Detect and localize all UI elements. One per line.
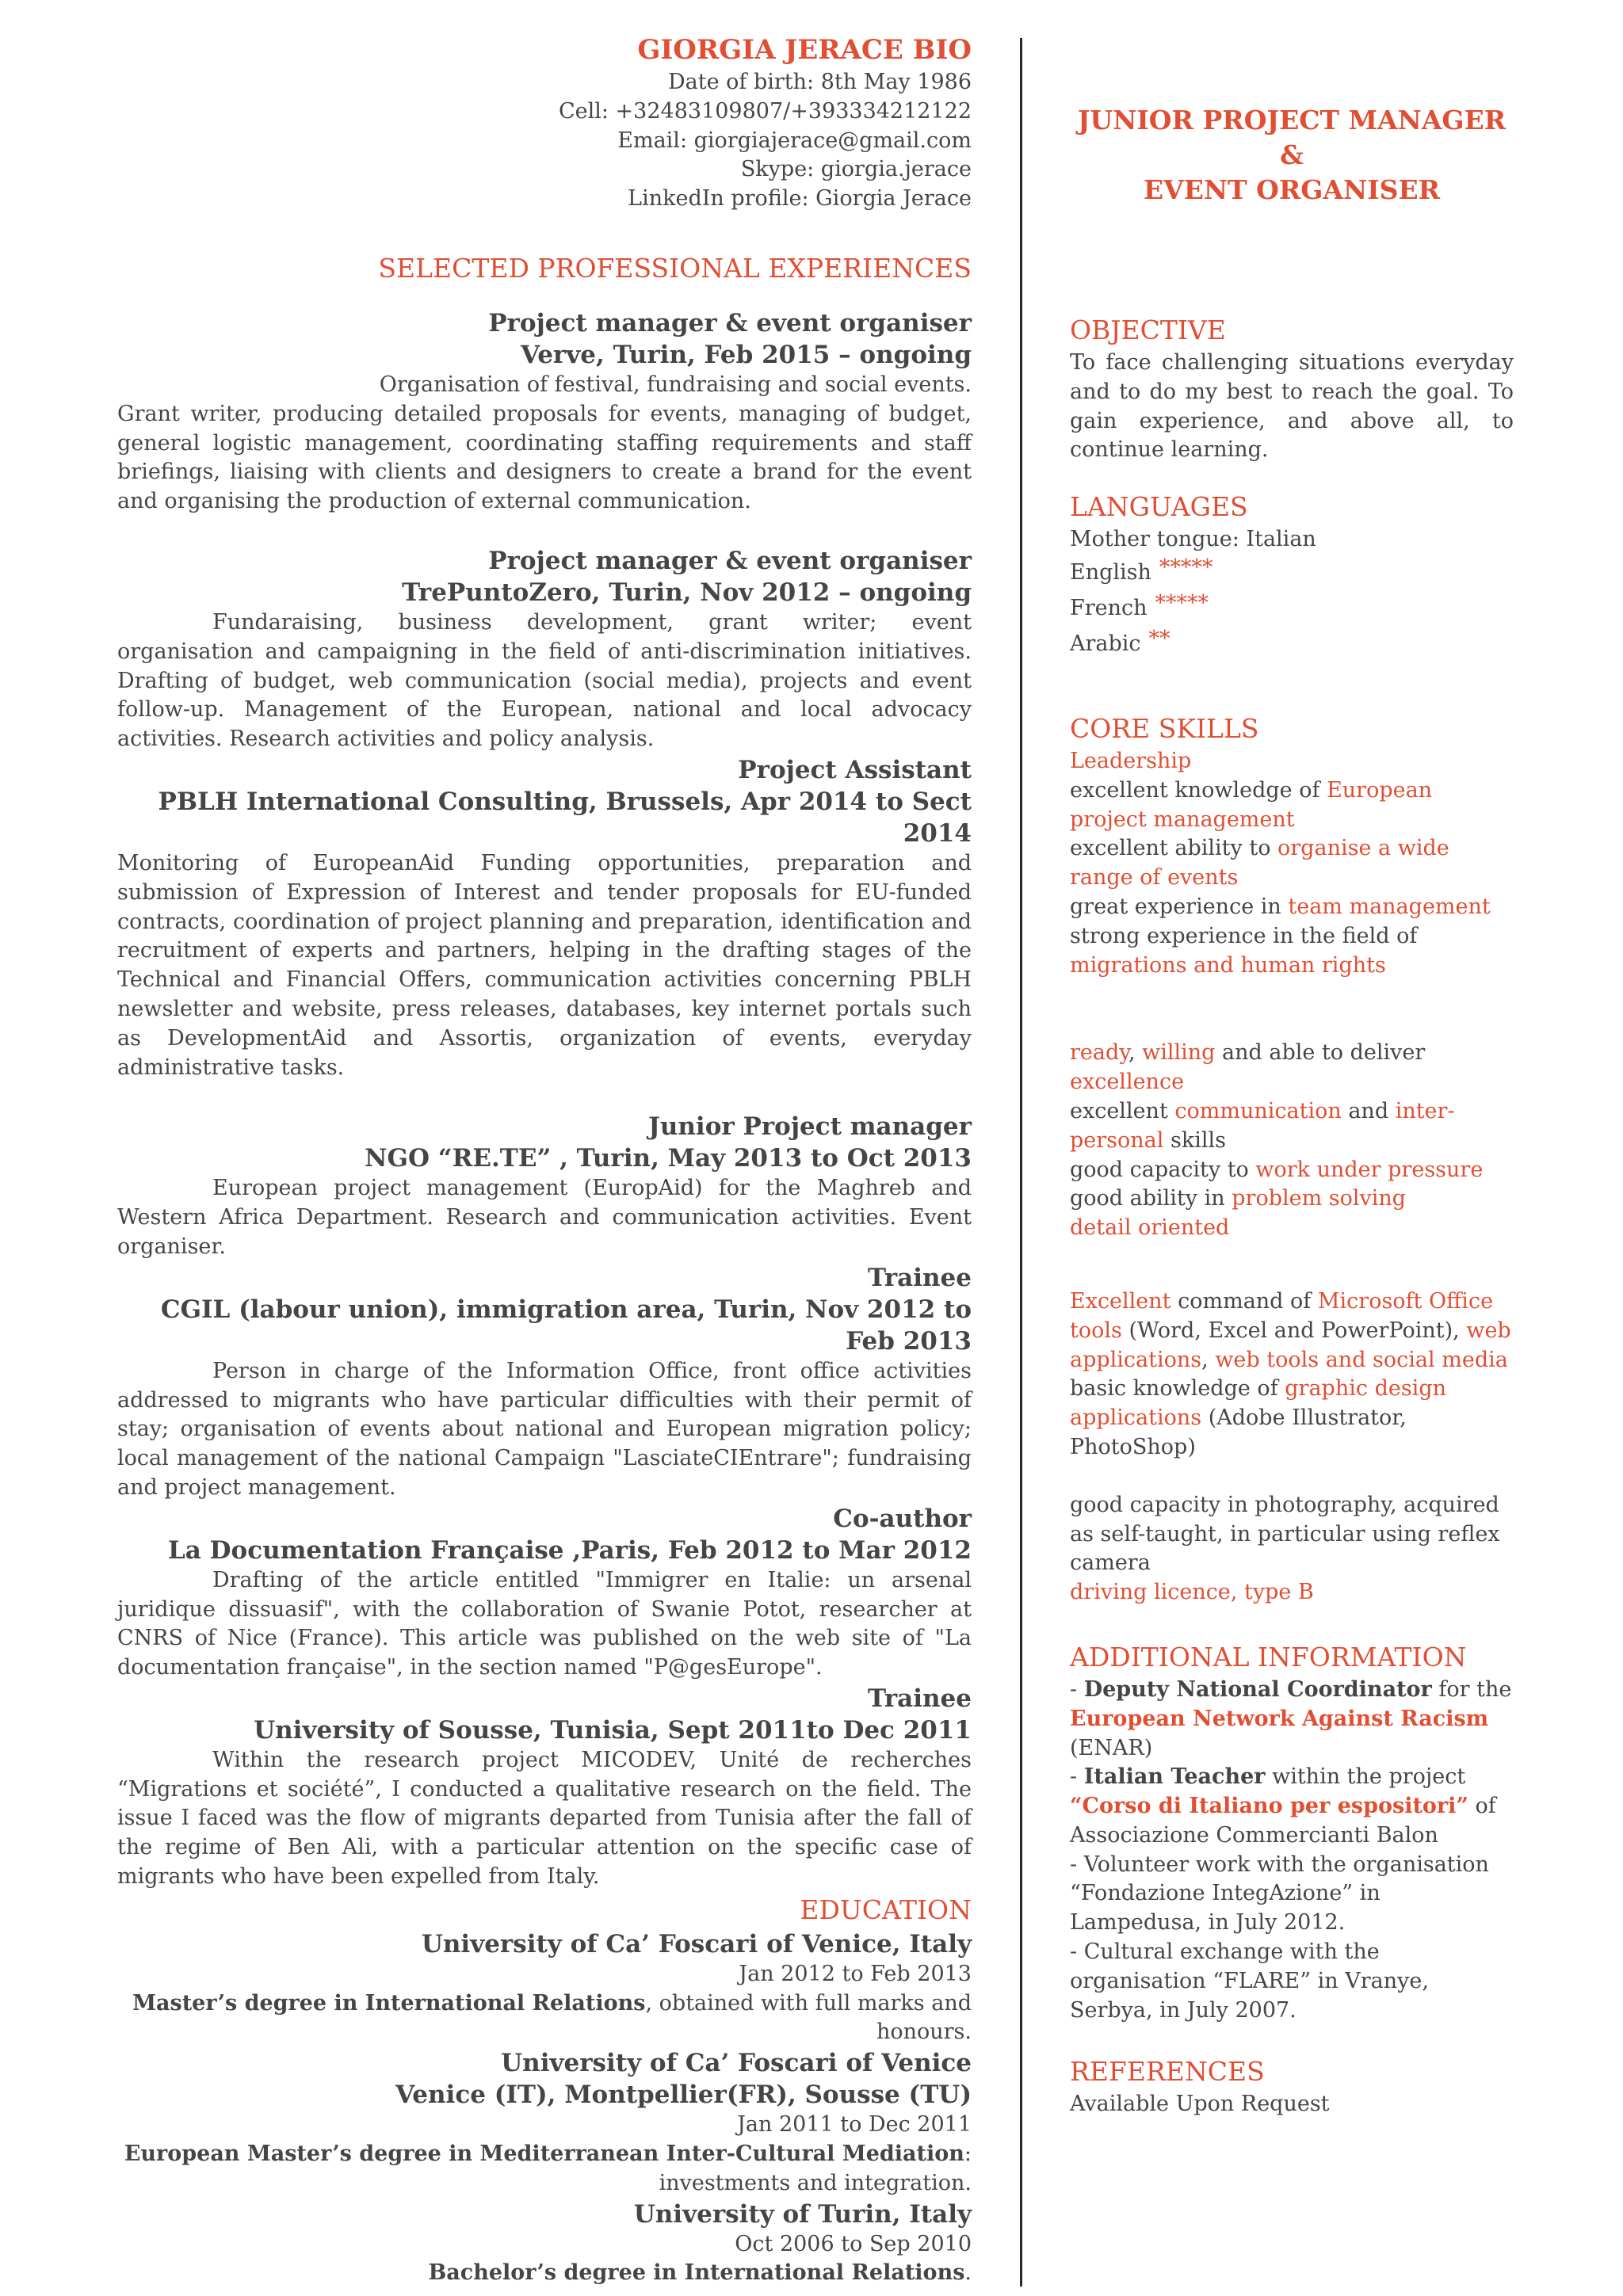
skill-line xyxy=(1070,1039,1514,1097)
title-line-2: & xyxy=(1280,139,1304,170)
degree-name: Master’s degree in International Relations xyxy=(132,1990,646,2016)
job-desc: Within the research project MICODEV, Unité de recherches “Migrations et société”, I conducted a qualitative research on the field. The issue I faced was the flow of migrants departed from Tunisia after the fall of the regime of Ben Ali, with a particular attention on the specific case of migrants who have been expelled from Italy. xyxy=(117,1747,972,1890)
contact-birth: Date of birth: 8th May 1986 xyxy=(667,70,972,94)
skill-highlight: organise a wide range of events xyxy=(1070,836,1449,891)
additional-list xyxy=(1070,1676,1514,2026)
job-org: TrePuntoZero, Turin, Nov 2012 – ongoing xyxy=(402,578,972,607)
additional-text: for the xyxy=(1431,1676,1512,1702)
language-arabic xyxy=(1070,626,1514,662)
skill-line xyxy=(1070,1184,1514,1214)
skill-highlight: inter-personal xyxy=(1070,1098,1455,1153)
additional-text: - xyxy=(1070,1764,1084,1790)
job-desc: Grant writer, producing detailed proposals for events, managing of budget, general logistic management, coordinating staffing requirements and staff briefings, liaising with clients and designers to create a brand for the event and organising the production of external communication. xyxy=(117,401,972,514)
education-1 xyxy=(117,1928,972,2047)
job-1 xyxy=(117,307,972,517)
edu-degree-line xyxy=(117,1989,972,2048)
skill-text: basic knowledge of xyxy=(1070,1376,1285,1402)
rating-stars: ** xyxy=(1148,626,1170,651)
additional-heading: ADDITIONAL INFORMATION xyxy=(1070,1641,1467,1672)
school-name: University of Ca’ Foscari of Venice xyxy=(501,2049,972,2078)
degree-detail: , obtained with full marks and honours. xyxy=(645,1990,972,2045)
language-name: Arabic xyxy=(1070,631,1141,656)
education-2 xyxy=(117,2047,972,2198)
skill-highlight: willing xyxy=(1142,1040,1216,1066)
job-5 xyxy=(117,1262,972,1503)
skill-text: , xyxy=(1128,1040,1143,1066)
skill-line xyxy=(1070,1097,1514,1156)
contact-skype: Skype: giorgia.jerace xyxy=(740,157,972,182)
job-desc: European project management (EuropAid) for the Maghreb and Western Africa Department. Research and communication activities. Event organiser. xyxy=(117,1176,972,1259)
education-3 xyxy=(117,2199,972,2289)
skill-detail-oriented: detail oriented xyxy=(1070,1215,1230,1241)
additional-text: - xyxy=(1070,1676,1084,1702)
additional-org: “Corso di Italiano per espositori” xyxy=(1070,1794,1468,1819)
school-locations: Venice (IT), Montpellier(FR), Sousse (TU) xyxy=(395,2081,972,2110)
skill-highlight: migrations and human rights xyxy=(1070,952,1386,978)
rating-stars: ***** xyxy=(1159,555,1213,580)
skill-text: good capacity to xyxy=(1070,1157,1256,1182)
skill-text: command of xyxy=(1170,1288,1318,1314)
skill-text: (Word, Excel and PowerPoint), xyxy=(1121,1318,1467,1343)
skill-text: (Adobe Illustrator, PhotoShop) xyxy=(1070,1405,1407,1459)
skill-highlight: problem solving xyxy=(1232,1186,1407,1211)
school-name: University of Turin, Italy xyxy=(633,2199,972,2229)
contact-email: Email: giorgiajerace@gmail.com xyxy=(617,128,972,153)
degree-detail: . xyxy=(964,2260,972,2286)
skill-highlight: Microsoft Office tools xyxy=(1070,1288,1494,1343)
skills-group-3 xyxy=(1070,1287,1514,1463)
mother-tongue: Mother tongue: Italian xyxy=(1070,527,1316,552)
additional-item: - Cultural exchange with the organisation “FLARE” in Vranye, Serbya, in July 2007. xyxy=(1070,1939,1429,2023)
skill-photography: good capacity in photography, acquired as self-taught, in particular using reflex camera xyxy=(1070,1492,1500,1576)
additional-text: within the project xyxy=(1265,1764,1466,1790)
job-role: Co-author xyxy=(833,1504,972,1533)
job-role: Trainee xyxy=(868,1684,972,1713)
edu-dates: Jan 2011 to Dec 2011 xyxy=(737,2112,972,2138)
degree-detail: : investments and integration. xyxy=(659,2142,972,2195)
additional-role: Deputy National Coordinator xyxy=(1083,1676,1432,1702)
skill-line xyxy=(1070,1156,1514,1185)
job-desc: Fundaraising, business development, grant writer; event organisation and campaigning in the field of anti-discrimination initiatives. Drafting of budget, web communication (social media), projects and event follow-up. Management of the European, national and local advocacy activities. Research activities and policy analysis. xyxy=(117,609,972,752)
experience-heading: SELECTED PROFESSIONAL EXPERIENCES xyxy=(378,252,972,284)
contact-block xyxy=(117,68,972,214)
job-org: La Documentation Française ,Paris, Feb 2012 to Mar 2012 xyxy=(167,1535,972,1565)
title-block xyxy=(1070,103,1514,208)
contact-cell: Cell: +32483109807/+393334212122 xyxy=(558,98,972,124)
rating-stars: ***** xyxy=(1155,590,1209,616)
skill-highlight: Excellent xyxy=(1070,1288,1171,1314)
additional-item: - Volunteer work with the organisation “Fondazione IntegAzione” in Lampedusa, in July 2012. xyxy=(1070,1852,1489,1936)
job-desc-lead: Organisation of festival, fundraising and social events. xyxy=(379,372,972,397)
languages-heading: LANGUAGES xyxy=(1070,491,1248,523)
job-6 xyxy=(117,1503,972,1683)
skill-highlight: European project management xyxy=(1070,777,1433,832)
additional-org: European Network Against Racism xyxy=(1070,1706,1489,1731)
skill-highlight: communication xyxy=(1174,1098,1342,1123)
skill-text: and able to deliver xyxy=(1215,1040,1426,1066)
skill-line xyxy=(1070,922,1514,981)
skill-highlight: web tools and social media xyxy=(1215,1347,1508,1372)
language-french xyxy=(1070,590,1514,626)
skill-text: and xyxy=(1341,1098,1396,1123)
references-heading: REFERENCES xyxy=(1070,2056,1265,2088)
education-heading: EDUCATION xyxy=(800,1894,972,1925)
skill-line xyxy=(1070,776,1514,835)
job-3 xyxy=(117,754,972,1082)
additional-role: Italian Teacher xyxy=(1083,1764,1266,1790)
job-org: Verve, Turin, Feb 2015 – ongoing xyxy=(520,340,972,369)
degree-name: European Master’s degree in Mediterranean Inter-Cultural Mediation xyxy=(124,2142,964,2167)
skill-line xyxy=(1070,893,1514,922)
skill-line xyxy=(1070,1287,1514,1375)
skill-text: excellent xyxy=(1070,1098,1175,1123)
edu-degree-line xyxy=(117,2259,972,2288)
job-desc: Drafting of the article entitled "Immigrer en Italie: un arsenal juridique dissuasif", with the collaboration of Swanie Potot, researcher at CNRS of Nice (France). This article was published on the web site of "La documentation française", in the section named "P@gesEurope". xyxy=(117,1567,972,1680)
additional-text: of Associazione Commercianti Balon xyxy=(1070,1794,1496,1848)
skills-group-2 xyxy=(1070,1039,1514,1243)
job-2 xyxy=(117,545,972,754)
references-text: Available Upon Request xyxy=(1070,2092,1330,2117)
applicant-name: GIORGIA JERACE BIO xyxy=(637,34,972,66)
job-org: University of Sousse, Tunisia, Sept 2011to Dec 2011 xyxy=(254,1715,972,1745)
language-list xyxy=(1070,555,1514,662)
language-name: French xyxy=(1070,595,1148,620)
additional-item xyxy=(1070,1676,1514,1763)
skill-highlight: work under pressure xyxy=(1255,1157,1484,1182)
edu-dates: Jan 2012 to Feb 2013 xyxy=(739,1961,972,1986)
additional-text: (ENAR) xyxy=(1070,1735,1153,1760)
title-line-1: JUNIOR PROJECT MANAGER xyxy=(1077,105,1507,135)
title-line-3: EVENT ORGANISER xyxy=(1143,174,1441,205)
job-4 xyxy=(117,1111,972,1261)
edu-dates: Oct 2006 to Sep 2010 xyxy=(735,2231,972,2256)
skill-highlight: excellence xyxy=(1070,1070,1185,1095)
skill-text: strong experience in the field of xyxy=(1070,923,1418,948)
skill-highlight: graphic design applications xyxy=(1070,1376,1446,1431)
job-org: CGIL (labour union), immigration area, Turin, Nov 2012 to Feb 2013 xyxy=(160,1295,972,1356)
additional-item xyxy=(1070,1763,1514,1850)
skill-text: excellent knowledge of xyxy=(1070,777,1327,803)
column-divider xyxy=(1020,38,1022,2286)
objective-heading: OBJECTIVE xyxy=(1070,315,1226,345)
skill-text: skills xyxy=(1163,1127,1226,1153)
job-role: Project manager & event organiser xyxy=(488,308,972,338)
skill-licence: driving licence, type B xyxy=(1070,1580,1314,1605)
job-role: Trainee xyxy=(868,1263,972,1292)
job-role: Project Assistant xyxy=(738,755,972,784)
job-7 xyxy=(117,1683,972,1892)
skill-text: good ability in xyxy=(1070,1186,1232,1211)
edu-degree-line xyxy=(117,2140,972,2199)
job-desc: Monitoring of EuropeanAid Funding opportunities, preparation and submission of Expression of Interest and tender proposals for EU-funded contracts, coordination of project planning and preparation, identification and recruitment of experts and partners, helping in the drafting stages of the Technical and Financial Offers, communication activities concerning PBLH newsletter and website, press releases, databases, key internet portals such as DevelopmentAid and Assortis, organization of events, everyday administrative tasks. xyxy=(117,850,972,1080)
job-role: Junior Project manager xyxy=(648,1112,972,1142)
skills-group-1 xyxy=(1070,747,1514,980)
right-column xyxy=(1070,103,1514,2119)
language-name: English xyxy=(1070,559,1151,585)
contact-linkedin: LinkedIn profile: Giorgia Jerace xyxy=(628,186,972,212)
skill-text: excellent ability to xyxy=(1070,836,1278,861)
skill-text: great experience in xyxy=(1070,894,1289,919)
skills-heading: CORE SKILLS xyxy=(1070,712,1259,744)
skill-highlight: ready xyxy=(1070,1040,1128,1066)
skill-line xyxy=(1070,834,1514,893)
skill-line xyxy=(1070,1375,1514,1462)
skill-highlight: web applications xyxy=(1070,1318,1511,1372)
job-org: NGO “RE.TE” , Turin, May 2013 to Oct 2013 xyxy=(365,1144,972,1173)
language-english xyxy=(1070,555,1514,590)
job-desc: Person in charge of the Information Office, front office activities addressed to migrants who have particular difficulties with their permit of stay; organisation of events about national and European migration policy; local management of the national Campaign "LasciateCIEntrare"; fundraising and project management. xyxy=(117,1358,972,1500)
skill-text: , xyxy=(1201,1347,1216,1372)
school-name: University of Ca’ Foscari of Venice, Italy xyxy=(421,1929,972,1958)
skill-leadership: Leadership xyxy=(1070,748,1192,773)
job-role: Project manager & event organiser xyxy=(488,546,972,575)
left-column xyxy=(117,32,972,2288)
objective-text: To face challenging situations everyday and to do my best to reach the goal. To gain experience, and above all, to continue learning. xyxy=(1070,350,1514,463)
skill-highlight: team management xyxy=(1288,894,1491,919)
job-org: PBLH International Consulting, Brussels, Apr 2014 to Sect 2014 xyxy=(158,787,972,848)
degree-name: Bachelor’s degree in International Relations xyxy=(428,2260,965,2286)
